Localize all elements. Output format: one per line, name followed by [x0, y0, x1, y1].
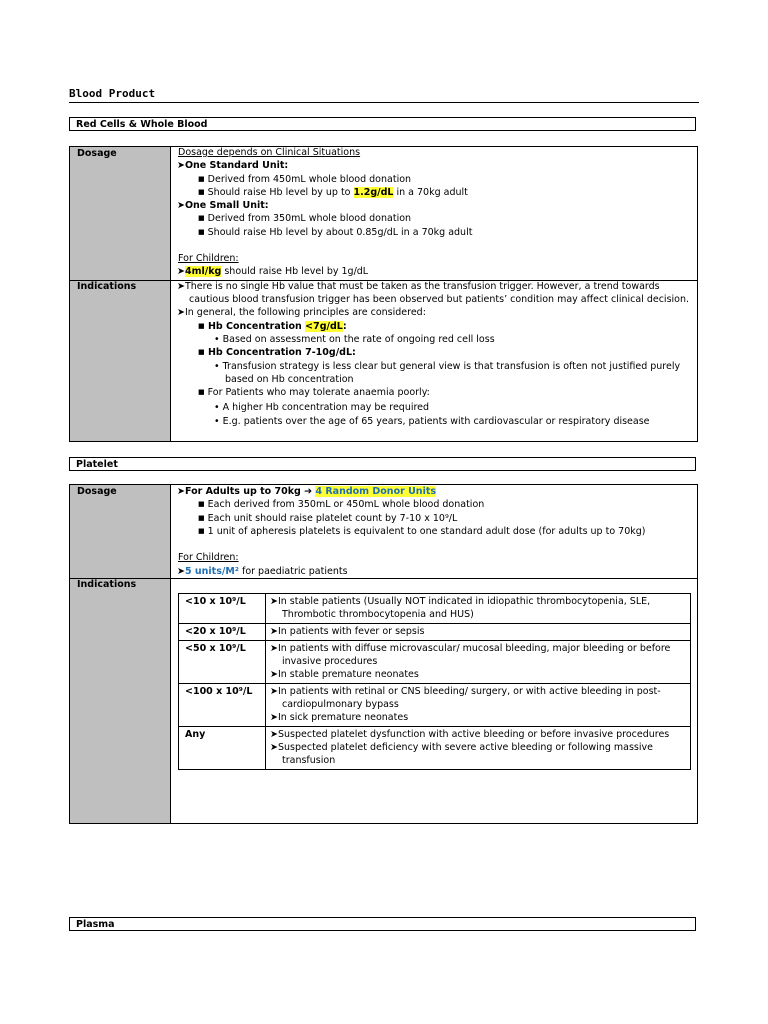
list-item: ➤In stable patients (Usually NOT indicated in idiopathic thrombocytopenia, SLE,	[270, 596, 651, 607]
indication-cell	[266, 624, 691, 641]
small-unit-heading: ➤One Small Unit:	[177, 200, 269, 211]
list-item: ■ Should raise Hb level by up to 1.2g/dL in a 70kg adult	[198, 187, 468, 198]
list-item-continued: cautious blood transfusion trigger has been observed but patients’ condition may affect clinical decision.	[189, 294, 690, 305]
threshold-cell: Any	[179, 727, 266, 770]
list-item: Thrombotic thrombocytopenia and HUS)	[282, 609, 474, 620]
table-row	[179, 624, 691, 641]
indication-cell	[266, 727, 691, 770]
dosage-label: Dosage	[77, 148, 117, 159]
label-column	[70, 485, 171, 823]
list-item: ➤In patients with retinal or CNS bleeding/ surgery, or with active bleeding in post-	[270, 686, 661, 697]
table-row	[179, 727, 691, 770]
threshold-cell: <100 x 10⁹/L	[179, 684, 266, 727]
label-column	[70, 147, 171, 441]
list-item: ■ Derived from 350mL whole blood donation	[198, 213, 412, 224]
list-item: invasive procedures	[282, 656, 378, 667]
title-divider	[69, 102, 699, 103]
list-item: ➤Suspected platelet dysfunction with active bleeding or before invasive procedures	[270, 729, 670, 740]
list-item: ➤In stable premature neonates	[270, 669, 419, 680]
row-divider	[70, 578, 697, 579]
list-item: ➤In general, the following principles are considered:	[177, 307, 426, 318]
indications-label: Indications	[77, 281, 137, 292]
list-item: ➤There is no single Hb value that must be taken as the transfusion trigger. However, a trend towards	[177, 281, 660, 292]
children-dose: ➤4ml/kg should raise Hb level by 1g/dL	[177, 266, 369, 277]
list-item: ➤In patients with fever or sepsis	[270, 626, 425, 637]
indications-label: Indications	[77, 579, 137, 590]
highlight: 5 units/M²	[184, 566, 239, 577]
table-row	[179, 684, 691, 727]
threshold-cell: <10 x 10⁹/L	[179, 594, 266, 624]
section-platelet: Platelet	[69, 457, 696, 471]
highlight: 4ml/kg	[184, 266, 222, 277]
list-item: ■ Derived from 450mL whole blood donation	[198, 174, 412, 185]
table-row	[179, 641, 691, 684]
list-item: ■ Hb Concentration <7g/dL:	[198, 321, 347, 332]
threshold-cell: <20 x 10⁹/L	[179, 624, 266, 641]
dosage-label: Dosage	[77, 486, 117, 497]
document-title: Blood Product	[69, 87, 156, 100]
section-red-cells: Red Cells & Whole Blood	[69, 117, 696, 131]
list-item: • A higher Hb concentration may be required	[214, 402, 430, 413]
list-item: ■ 1 unit of apheresis platelets is equivalent to one standard adult dose (for adults up to 70kg)	[198, 526, 646, 537]
children-heading: For Children:	[178, 253, 239, 264]
highlight: 4 Random Donor Units	[315, 486, 437, 497]
highlight: 1.2g/dL	[353, 187, 394, 198]
list-item: ■ For Patients who may tolerate anaemia poorly:	[198, 387, 430, 398]
indication-cell	[266, 641, 691, 684]
highlight: <7g/dL	[305, 321, 343, 332]
list-item: ■ Each derived from 350mL or 450mL whole blood donation	[198, 499, 485, 510]
table-row	[179, 594, 691, 624]
standard-unit-heading: ➤One Standard Unit:	[177, 160, 289, 171]
list-item: ➤In patients with diffuse microvascular/ mucosal bleeding, major bleeding or before	[270, 643, 671, 654]
list-item: • Transfusion strategy is less clear but general view is that transfusion is often not justified purely	[214, 361, 681, 372]
list-item-continued: based on Hb concentration	[225, 374, 354, 385]
indication-cell	[266, 684, 691, 727]
children-heading: For Children:	[178, 552, 239, 563]
threshold-cell: <50 x 10⁹/L	[179, 641, 266, 684]
list-item: transfusion	[282, 755, 336, 766]
list-item: • E.g. patients over the age of 65 years, patients with cardiovascular or respiratory disease	[214, 416, 650, 427]
children-dose: ➤5 units/M² for paediatric patients	[177, 566, 348, 577]
platelet-indications-table	[178, 593, 691, 770]
list-item: ➤Suspected platelet deficiency with severe active bleeding or following massive	[270, 742, 653, 753]
list-item: ■ Hb Concentration 7-10g/dL:	[198, 347, 356, 358]
section-plasma: Plasma	[69, 917, 696, 931]
dosage-heading: Dosage depends on Clinical Situations	[178, 147, 361, 158]
list-item: ➤In sick premature neonates	[270, 712, 409, 723]
list-item: cardiopulmonary bypass	[282, 699, 399, 710]
adult-dose: ➤For Adults up to 70kg ➔ 4 Random Donor Units	[177, 486, 437, 497]
list-item: ■ Should raise Hb level by about 0.85g/dL in a 70kg adult	[198, 227, 473, 238]
list-item: ■ Each unit should raise platelet count by 7-10 x 10⁹/L	[198, 513, 458, 524]
list-item: • Based on assessment on the rate of ongoing red cell loss	[214, 334, 495, 345]
indication-cell	[266, 594, 691, 624]
